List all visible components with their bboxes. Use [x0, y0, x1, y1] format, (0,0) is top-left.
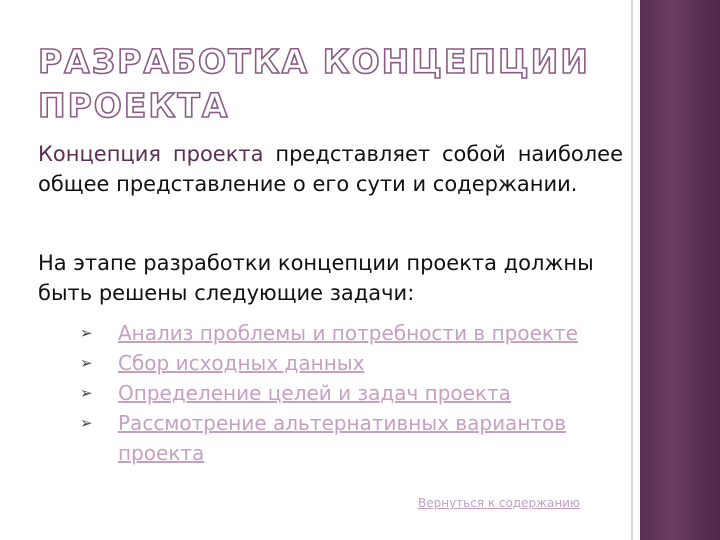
slide-title: РАЗРАБОТКА КОНЦЕПЦИИ ПРОЕКТА	[38, 42, 590, 125]
decorative-sidebar	[640, 0, 720, 540]
task-link-alternatives[interactable]: Рассмотрение альтернативных вариантов проекта	[118, 411, 567, 465]
list-item	[38, 408, 623, 468]
tasks-intro-paragraph: На этапе разработки концепции проекта должны быть решены следующие задачи:	[38, 251, 594, 305]
task-link-data-collection[interactable]: Сбор исходных данных	[118, 351, 365, 375]
arrowhead-bullet-icon: ➢	[80, 324, 93, 342]
task-link-goals[interactable]: Определение целей и задач проекта	[118, 381, 511, 405]
arrowhead-bullet-icon: ➢	[80, 384, 93, 402]
back-to-contents-link[interactable]: Вернуться к содержанию	[418, 496, 581, 510]
list-item	[38, 348, 623, 378]
list-item	[38, 318, 623, 348]
task-link-problem-analysis[interactable]: Анализ проблемы и потребности в проекте	[118, 321, 578, 345]
arrowhead-bullet-icon: ➢	[80, 354, 93, 372]
concept-term: Концепция проекта	[38, 142, 264, 166]
list-item	[38, 378, 623, 408]
concept-paragraph	[38, 139, 623, 199]
concept-definition: представляет собой наиболее общее представление о его сути и содержании.	[38, 142, 624, 196]
arrowhead-bullet-icon: ➢	[80, 414, 93, 432]
sidebar-divider	[631, 0, 633, 540]
task-list	[38, 318, 623, 468]
